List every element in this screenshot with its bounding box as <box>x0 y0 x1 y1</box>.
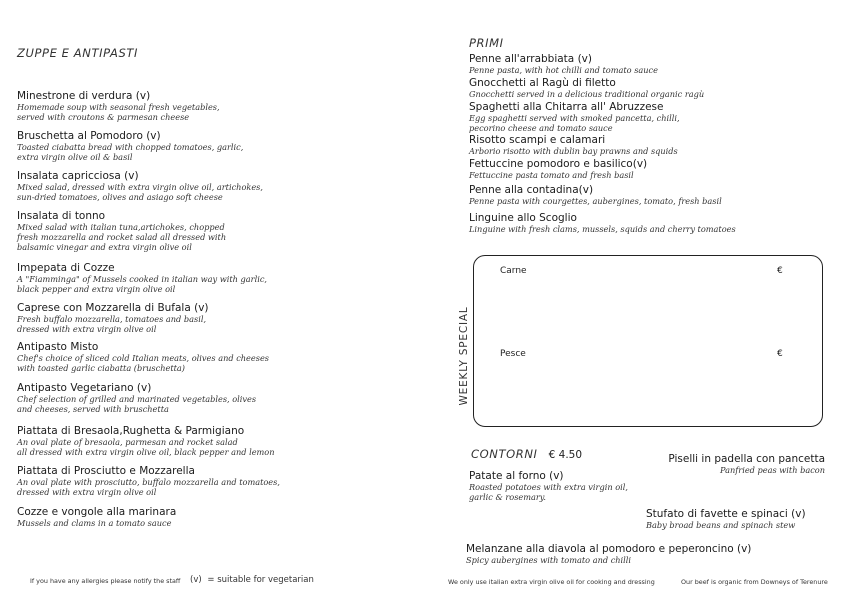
menu-item <box>17 382 317 414</box>
item-description: An oval plate with prosciutto, buffalo mozzarella and tomatoes, dressed with extra virgin olive oil <box>17 477 280 498</box>
item-name: Antipasto Vegetariano (v) <box>17 382 152 394</box>
section-title-zuppe: ZUPPE E ANTIPASTI <box>17 46 139 60</box>
item-name: Linguine allo Scoglio <box>469 212 577 224</box>
veg-legend-text: = suitable for vegetarian <box>207 575 314 585</box>
item-name: Penne all'arrabbiata (v) <box>469 53 592 65</box>
menu-item <box>646 508 826 530</box>
menu-item <box>469 184 829 206</box>
item-description: Spicy aubergines with tomato and chilli <box>466 555 632 565</box>
item-description: Toasted ciabatta bread with chopped tomatoes, garlic, extra virgin olive oil & basil <box>17 142 244 163</box>
menu-item <box>469 470 669 502</box>
item-description: Egg spaghetti served with smoked pancetta, chilli, pecorino cheese and tomato sauce <box>469 113 680 134</box>
menu-item <box>17 170 317 202</box>
item-name: Cozze e vongole alla marinara <box>17 506 177 518</box>
item-description: An oval plate of bresaola, parmesan and rocket salad all dressed with extra virgin olive oil, black pepper and lemon <box>17 437 275 458</box>
weekly-special-heading: WEEKLY SPECIAL <box>458 306 470 406</box>
allergy-notice: If you have any allergies please notify the staff <box>30 577 181 585</box>
special-pesce-label: Pesce <box>500 349 526 359</box>
item-description: Fresh buffalo mozzarella, tomatoes and basil, dressed with extra virgin olive oil <box>17 314 207 335</box>
item-name: Spaghetti alla Chitarra all' Abruzzese <box>469 101 664 113</box>
section-title-contorni: CONTORNI <box>471 447 538 461</box>
item-name: Stufato di favette e spinaci (v) <box>646 508 806 520</box>
item-description: Fettuccine pasta tomato and fresh basil <box>469 170 634 180</box>
menu-item <box>17 425 317 457</box>
item-name: Piattata di Bresaola,Rughetta & Parmigiano <box>17 425 245 437</box>
menu-item <box>469 77 829 99</box>
special-carne-price: € <box>777 266 783 276</box>
item-description: Arborio risotto with dublin bay prawns and squids <box>469 146 678 156</box>
item-description: Penne pasta with courgettes, aubergines, tomato, fresh basil <box>469 196 722 206</box>
veg-symbol: (v) <box>190 575 202 585</box>
item-description: Chef selection of grilled and marinated vegetables, olives and cheeses, served with bruschetta <box>17 394 257 415</box>
weekly-special-box <box>473 255 823 427</box>
item-name: Melanzane alla diavola al pomodoro e peperoncino (v) <box>466 543 752 555</box>
menu-item <box>466 543 826 565</box>
item-name: Caprese con Mozzarella di Bufala (v) <box>17 302 209 314</box>
item-name: Insalata di tonno <box>17 210 106 222</box>
item-name: Patate al forno (v) <box>469 470 564 482</box>
item-name: Piselli in padella con pancetta <box>668 453 825 465</box>
item-name: Gnocchetti al Ragù di filetto <box>469 77 616 89</box>
beef-note: Our beef is organic from Downeys of Terenure <box>681 578 828 586</box>
item-description: Roasted potatoes with extra virgin oil, garlic & rosemary. <box>469 482 628 503</box>
menu-item <box>17 130 317 162</box>
section-title-primi: PRIMI <box>469 36 504 50</box>
item-name: Insalata capricciosa (v) <box>17 170 139 182</box>
item-description: Mixed salad, dressed with extra virgin olive oil, artichokes, sun-dried tomatoes, olives and asiago soft cheese <box>17 182 263 203</box>
menu-item <box>17 465 317 497</box>
olive-oil-note: We only use italian extra virgin olive oil for cooking and dressing <box>448 578 655 586</box>
item-description: Gnocchetti served in a delicious traditional organic ragù <box>469 89 705 99</box>
item-description: Baby broad beans and spinach stew <box>646 520 796 530</box>
item-name: Fettuccine pomodoro e basilico(v) <box>469 158 648 170</box>
menu-item <box>17 90 317 122</box>
item-description: Homemade soup with seasonal fresh vegetables, served with croutons & parmesan cheese <box>17 102 220 123</box>
item-name: Minestrone di verdura (v) <box>17 90 151 102</box>
veg-legend <box>190 575 314 585</box>
menu-item <box>17 262 317 294</box>
item-description: Penne pasta, with hot chilli and tomato sauce <box>469 65 658 75</box>
item-description: Mixed salad with italian tuna,artichokes, chopped fresh mozzarella and rocket salad all dressed with balsamic vinegar and extra virgin olive oil <box>17 222 227 253</box>
menu-item <box>469 134 829 156</box>
contorni-header <box>471 443 582 462</box>
item-name: Bruschetta al Pomodoro (v) <box>17 130 161 142</box>
menu-item <box>645 453 825 475</box>
item-description: Mussels and clams in a tomato sauce <box>17 518 172 528</box>
menu-item <box>17 302 317 334</box>
item-description: Linguine with fresh clams, mussels, squids and cherry tomatoes <box>469 224 736 234</box>
menu-item <box>17 341 317 373</box>
item-name: Antipasto Misto <box>17 341 99 353</box>
contorni-price: € 4.50 <box>548 449 583 461</box>
special-pesce-price: € <box>777 349 783 359</box>
menu-item <box>17 210 317 253</box>
special-carne-label: Carne <box>500 266 527 276</box>
item-name: Risotto scampi e calamari <box>469 134 606 146</box>
item-description: A "Fiamminga" of Mussels cooked in italian way with garlic, black pepper and extra virgin olive oil <box>17 274 268 295</box>
item-name: Piattata di Prosciutto e Mozzarella <box>17 465 195 477</box>
item-name: Impepata di Cozze <box>17 262 115 274</box>
item-description: Chef's choice of sliced cold Italian meats, olives and cheeses with toasted garlic ciabatta (bruschetta) <box>17 353 269 374</box>
menu-item <box>469 53 829 75</box>
item-name: Penne alla contadina(v) <box>469 184 594 196</box>
menu-item <box>469 212 829 234</box>
menu-item <box>17 506 317 528</box>
menu-item <box>469 101 829 133</box>
item-description: Panfried peas with bacon <box>719 465 825 475</box>
menu-item <box>469 158 829 180</box>
